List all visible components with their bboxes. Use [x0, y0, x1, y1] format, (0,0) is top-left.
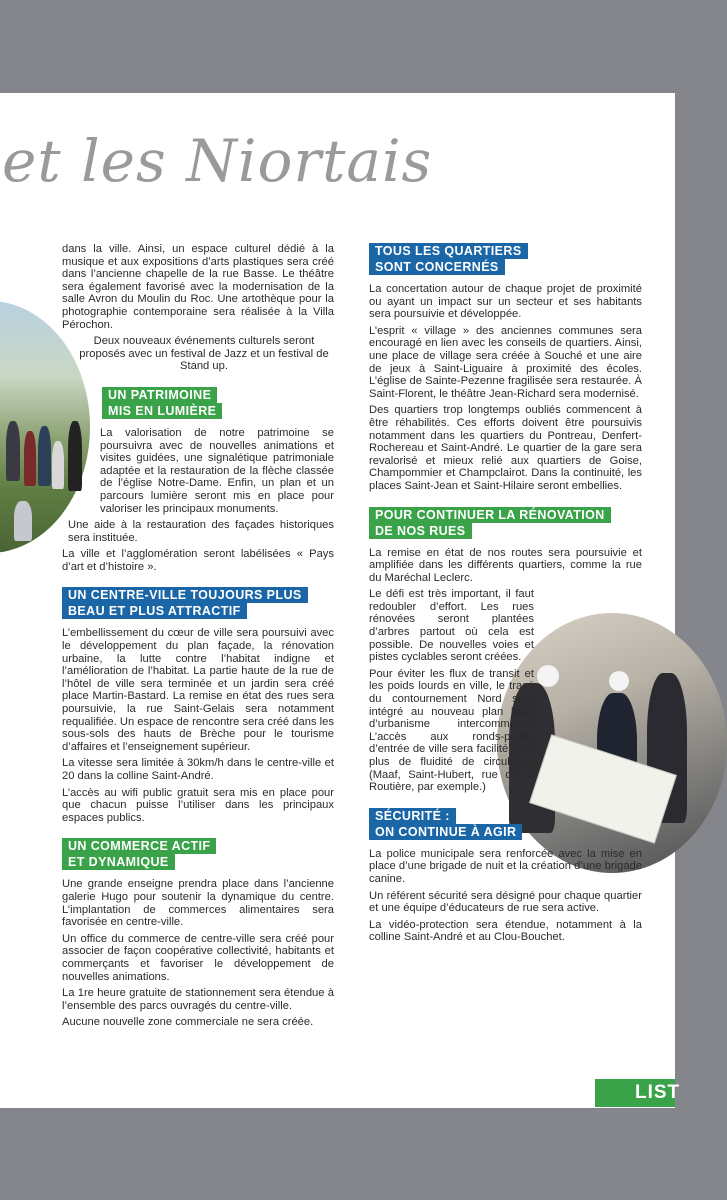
heading-line: UN CENTRE-VILLE TOUJOURS PLUS	[62, 587, 308, 603]
section-heading-patrimoine	[102, 387, 222, 419]
body-paragraph: L’esprit « village » des anciennes communes sera encouragé en lien avec les conseils de quartiers. Ainsi, une place de village sera créée à Souché et une aire de jeux à Saint-Liguaire à proximité des écoles. L’église de Sainte-Pezenne fragilisée sera restaurée. À Saint-Florent, le théâtre Jean-Richard sera modernisé.	[369, 324, 642, 400]
heading-line: DE NOS RUES	[369, 523, 472, 539]
body-paragraph: Pour éviter les flux de transit et les poids lourds en ville, le tracé du contournement Nord sera intégré au nouveau plan local d’urbanisme intercommunal. L’accès aux ronds-points d’entrée de ville sera facilité pour plus de fluidité de circulation (Maaf, Saint-Hubert, rue de la Routière, par exemple.)	[369, 667, 534, 794]
body-paragraph: Le défi est très important, il faut redoubler d’effort. Les rues rénovées seront plantées d’arbres partout où cela est possible. De nouvelles voies et pistes cyclables seront créées.	[369, 588, 534, 664]
body-paragraph: La vitesse sera limitée à 30km/h dans le centre-ville et 20 dans la colline Saint-André.	[62, 757, 334, 782]
heading-line: SÉCURITÉ :	[369, 808, 456, 824]
heading-line: MIS EN LUMIÈRE	[102, 403, 222, 419]
section-heading-quartiers	[369, 243, 528, 275]
brochure-page	[0, 93, 681, 1108]
body-paragraph: La valorisation de notre patrimoine se poursuivra avec de nouvelles animations et visites guidées, une signalétique patrimoniale adaptée et la restauration de la flèche classée de l’église Notre-Dame. Enfin, un plan et un parcours lumière seront mis en place pour valoriser les principaux monuments.	[100, 426, 334, 515]
top-frame-bar	[0, 0, 675, 93]
body-paragraph: Une aide à la restauration des façades historiques sera instituée.	[68, 519, 334, 544]
body-paragraph: L’embellissement du cœur de ville sera poursuivi avec le développement du plan façade, la rénovation urbaine, la lutte contre l’habitat indigne et l’amélioration de l’habitat. La partie haute de la rue de l’hôtel de ville sera terminée et un jardin sera créé place Martin-Bastard. La remise en état des rues sera poursuivie, la rue Saint-Gelais sera notamment requalifiée. Un espace de rencontre sera créé dans les sous-sols des hauts de Brèche pour le tourisme d’affaires et l’enseignement supérieur.	[62, 627, 334, 753]
heading-line: BEAU ET PLUS ATTRACTIF	[62, 603, 247, 619]
photo-person	[24, 431, 36, 486]
section-heading-securite	[369, 808, 522, 840]
right-column	[369, 243, 642, 948]
body-paragraph: La remise en état de nos routes sera poursuivie et amplifiée dans les différents quartiers, comme la rue du Maréchal Leclerc.	[369, 546, 642, 584]
photo-person	[6, 421, 20, 481]
body-paragraph: La concertation autour de chaque projet de proximité ou ayant un impact sur un secteur et ses habitants sera poursuivie et développée.	[369, 283, 642, 321]
body-paragraph: La vidéo-protection sera étendue, notamment à la colline Saint-André et au Clou-Bouchet.	[369, 918, 642, 944]
heading-line: UN COMMERCE ACTIF	[62, 838, 216, 854]
heading-line: POUR CONTINUER LA RÉNOVATION	[369, 507, 611, 523]
heading-line: ET DYNAMIQUE	[62, 854, 175, 870]
body-paragraph: La 1re heure gratuite de stationnement sera étendue à l’ensemble des parcs ouvragés du centre-ville.	[62, 987, 334, 1012]
photo-person	[38, 426, 51, 486]
body-paragraph: Un office du commerce de centre-ville sera créé pour associer de façon coopérative collectivité, habitants et commerçants et favoriser le développement de nouvelles animations.	[62, 932, 334, 983]
heading-line: TOUS LES QUARTIERS	[369, 243, 528, 259]
section-heading-centre-ville	[62, 587, 308, 619]
script-banner-title: et les Niortais	[2, 127, 433, 195]
body-paragraph: Aucune nouvelle zone commerciale ne sera créée.	[62, 1016, 314, 1029]
list-tab	[595, 1079, 681, 1107]
photo-person	[14, 501, 32, 541]
body-paragraph: La police municipale sera renforcée avec la mise en place d’une brigade de nuit et la création d’une brigade canine.	[369, 847, 642, 885]
heading-line: ON CONTINUE À AGIR	[369, 824, 522, 840]
list-tab-label: LIST	[635, 1082, 681, 1103]
heading-line: UN PATRIMOINE	[102, 387, 217, 403]
left-column	[62, 243, 334, 1033]
body-paragraph: Un référent sécurité sera désigné pour chaque quartier et une équipe d’éducateurs de rue sera active.	[369, 889, 642, 915]
body-paragraph: L’accès au wifi public gratuit sera mis en place pour que chacun puisse l’utiliser dans les principaux espaces publics.	[62, 786, 334, 824]
heading-line: SONT CONCERNÉS	[369, 259, 505, 275]
body-paragraph: La ville et l’agglomération seront labélisées « Pays d’art et d’histoire ».	[62, 548, 334, 573]
bottom-frame-bar	[0, 1108, 675, 1200]
section-heading-renovation	[369, 507, 611, 539]
body-paragraph: Des quartiers trop longtemps oubliés commencent à être réhabilités. Ces efforts doivent être poursuivis notamment dans les quartiers du Pontreau, Denfert-Rochereau et Saint-André. Le quartier de la gare sera revalorisé et mieux relié aux quartiers de Goise, Champommier et Champclairot. Dans la continuité, les places Saint-Jean et Saint-Hilaire seront embellies.	[369, 404, 642, 492]
section-heading-commerce	[62, 838, 216, 870]
intro-paragraph: dans la ville. Ainsi, un espace culturel dédié à la musique et aux expositions d’arts plastiques sera créé dans l’ancienne chapelle de la rue Basse. Le théâtre sera également favorisé avec la modernisation de la salle Avron du Moulin du Roc. Une artothèque pour la photographie contemporaine sera réalisée à la Villa Pérochon.	[62, 243, 334, 331]
body-paragraph: Une grande enseigne prendra place dans l’ancienne galerie Hugo pour soutenir la dynamique du centre. L’implantation de commerces alimentaires sera favorisée en centre-ville.	[62, 878, 334, 929]
intro-paragraph: Deux nouveaux événements culturels seront proposés avec un festival de Jazz et un festival de Stand up.	[79, 335, 329, 373]
